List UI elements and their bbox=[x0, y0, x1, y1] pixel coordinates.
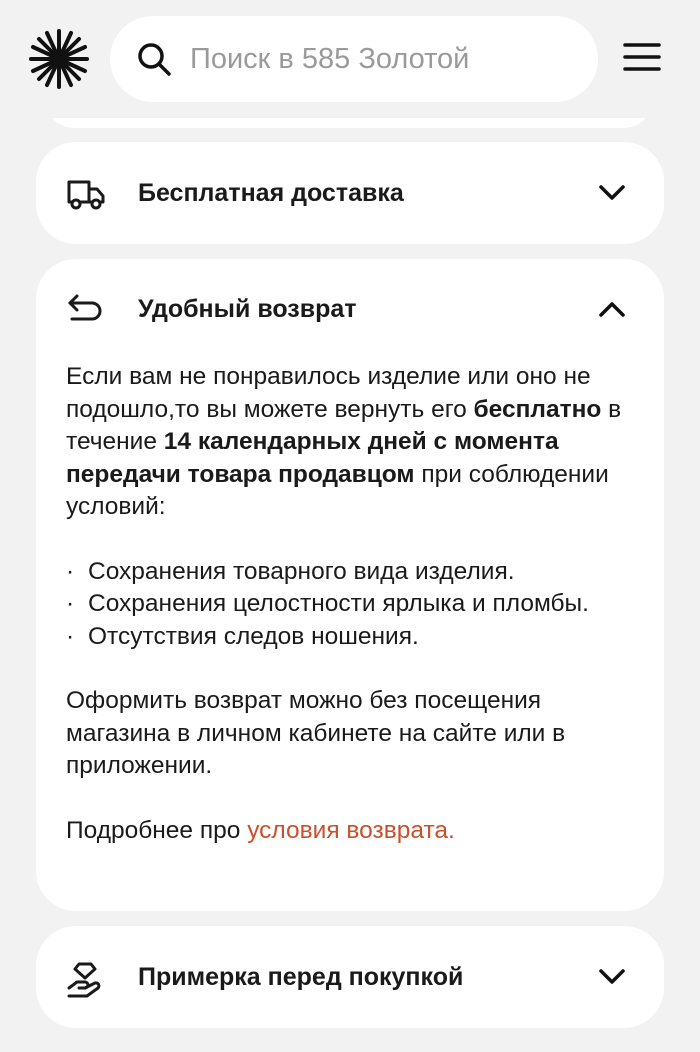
fitting-card-header[interactable] bbox=[36, 926, 664, 1028]
chevron-up-icon[interactable] bbox=[598, 298, 626, 320]
intro-text: в течение bbox=[66, 395, 622, 455]
delivery-card-title: Бесплатная доставка bbox=[138, 179, 404, 207]
more-info-paragraph bbox=[66, 815, 634, 848]
list-item-text: Сохранения товарного вида изделия. bbox=[88, 557, 515, 585]
hamburger-menu-icon[interactable] bbox=[622, 40, 662, 74]
returns-card-body bbox=[36, 359, 664, 847]
header bbox=[0, 0, 700, 118]
search-input[interactable] bbox=[190, 43, 570, 76]
search-bar[interactable] bbox=[110, 16, 598, 102]
returns-intro-paragraph bbox=[66, 361, 634, 524]
fitting-card[interactable] bbox=[36, 926, 664, 1028]
intro-text: при соблюдении условий: bbox=[66, 460, 609, 520]
bullet-dot: · bbox=[66, 622, 75, 650]
conditions-list bbox=[66, 556, 634, 654]
intro-text: Если вам не понравилось изделие или оно не подошло,то вы можете вернуть его bbox=[66, 363, 591, 423]
delivery-card[interactable] bbox=[36, 142, 664, 244]
list-item bbox=[66, 556, 634, 589]
return-conditions-link[interactable]: условия возврата. bbox=[247, 816, 455, 844]
search-icon bbox=[136, 41, 172, 77]
returns-card bbox=[36, 259, 664, 911]
online-return-paragraph: Оформить возврат можно без посещения магазина в личном кабинете на сайте или в приложении. bbox=[66, 687, 566, 779]
list-item-text: Отсутствия следов ношения. bbox=[88, 622, 419, 650]
bullet-dot: · bbox=[66, 590, 75, 617]
intro-bold-period: 14 календарных дней с момента передачи товара продавцом bbox=[66, 428, 559, 488]
fitting-card-title: Примерка перед покупкой bbox=[138, 963, 464, 991]
delivery-card-header[interactable] bbox=[36, 142, 664, 244]
intro-bold-free: бесплатно bbox=[473, 395, 602, 423]
list-item bbox=[66, 588, 634, 621]
list-item bbox=[66, 621, 634, 654]
return-arrow-icon bbox=[66, 290, 106, 330]
chevron-down-icon[interactable] bbox=[598, 182, 626, 204]
list-item-text: Сохранения целостности ярлыка и пломбы. bbox=[88, 590, 589, 617]
more-info-text: Подробнее про bbox=[66, 816, 248, 844]
bullet-dot: · bbox=[66, 557, 75, 585]
returns-card-title: Удобный возврат bbox=[138, 295, 357, 323]
chevron-down-icon[interactable] bbox=[598, 966, 626, 988]
logo-star-icon[interactable] bbox=[28, 28, 90, 90]
returns-card-header[interactable] bbox=[36, 259, 664, 359]
hand-ring-icon bbox=[66, 958, 106, 998]
truck-icon bbox=[66, 174, 106, 214]
